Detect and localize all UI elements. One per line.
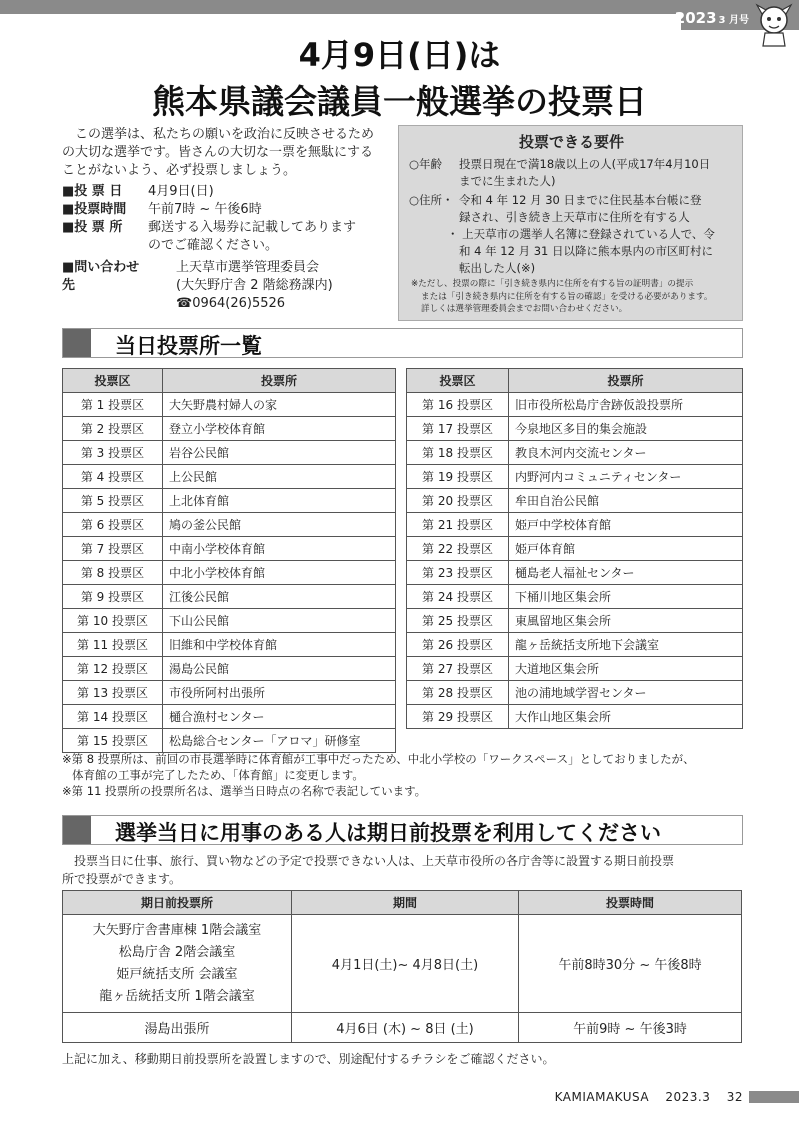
polling-district: 第 15 投票区	[63, 729, 163, 753]
polling-note-1: ※第 8 投票所は、前回の市長選挙時に体育館が工事中だったため、中北小学校の「ワークスペース」としておりましたが、	[62, 752, 695, 766]
req-addr-text-4: 和 4 年 12 月 31 日以降に熊本県内の市区町村に	[459, 244, 714, 258]
page-title-line2: 熊本県議会議員一般選挙の投票日	[152, 82, 647, 121]
polling-place: 登立小学校体育館	[163, 417, 396, 441]
table-row	[407, 585, 743, 609]
polling-place: 姫戸体育館	[509, 537, 743, 561]
early-row-2	[63, 1013, 742, 1043]
intro-text: この選挙は、私たちの願いを政治に反映させるための大切な選挙です。皆さんの大切な一票を無駄にすることがないよう、必ず投票しましょう。	[62, 127, 375, 178]
early-row-2-hours: 午前9時 ~ 午後3時	[519, 1013, 742, 1043]
polling-district: 第 16 投票区	[407, 393, 509, 417]
polling-place: 鳩の釜公民館	[163, 513, 396, 537]
table-row	[407, 633, 743, 657]
polling-district: 第 29 投票区	[407, 705, 509, 729]
polling-district: 第 9 投票区	[63, 585, 163, 609]
info-date-value: 4月9日(日)	[148, 184, 214, 199]
table-row	[63, 681, 396, 705]
table-row	[407, 441, 743, 465]
polling-district: 第 19 投票区	[407, 465, 509, 489]
polling-place: 中北小学校体育館	[163, 561, 396, 585]
early-row-1-hours: 午前8時30分 ~ 午後8時	[519, 915, 742, 1013]
table-row	[407, 561, 743, 585]
polling-district: 第 20 投票区	[407, 489, 509, 513]
polling-place: 下桶川地区集会所	[509, 585, 743, 609]
early-row-1	[63, 915, 742, 1013]
footer-magazine: KAMIAMAKUSA	[554, 1090, 650, 1104]
polling-place: 大矢野農村婦人の家	[163, 393, 396, 417]
info-time-value: 午前7時 ~ 午後6時	[148, 202, 262, 217]
req-age-text-2: までに生まれた人)	[459, 174, 556, 188]
table-row	[63, 489, 396, 513]
polling-place: 旧市役所松島庁舎跡仮設投票所	[509, 393, 743, 417]
footer-issue: 2023.3	[665, 1090, 711, 1104]
info-contact-value-2: (大矢野庁舎 2 階総務課内)	[176, 278, 333, 293]
polling-place: 中南小学校体育館	[163, 537, 396, 561]
polling-place: 大道地区集会所	[509, 657, 743, 681]
req-note-2: または「引き続き県内に住所を有する旨の確認」を受ける必要があります。	[421, 291, 713, 302]
polling-district: 第 2 投票区	[63, 417, 163, 441]
early-desc-2: 所で投票ができます。	[62, 872, 182, 886]
polling-district: 第 7 投票区	[63, 537, 163, 561]
table-row	[407, 681, 743, 705]
req-age-text-1: 投票日現在で満18歳以上の人(平成17年4月10日	[459, 157, 711, 171]
table-row	[407, 537, 743, 561]
table-row	[63, 465, 396, 489]
polling-place: 上北体育館	[163, 489, 396, 513]
early-header-place: 期日前投票所	[63, 891, 292, 915]
table-row	[63, 393, 396, 417]
page-title-line1: 4月9日(日)は	[298, 36, 501, 74]
info-time-label: ■投票時間	[62, 202, 127, 217]
polling-place: 岩谷公民館	[163, 441, 396, 465]
req-age-label: ○年齢	[409, 157, 443, 171]
polling-note-3: ※第 11 投票所の投票所名は、選挙当日時点の名称で表記しています。	[62, 784, 427, 798]
early-place-4: 龍ヶ岳統括支所 1階会議室	[99, 988, 255, 1004]
section-header-polling	[62, 328, 743, 358]
table-row	[407, 417, 743, 441]
table-row	[407, 489, 743, 513]
early-row-2-place: 湯島出張所	[63, 1013, 292, 1043]
polling-place: 東風留地区集会所	[509, 609, 743, 633]
polling-district: 第 5 投票区	[63, 489, 163, 513]
table-row	[407, 513, 743, 537]
polling-place: 今泉地区多目的集会施設	[509, 417, 743, 441]
polling-place: 松島総合センター「アロマ」研修室	[163, 729, 396, 753]
polling-place: 江後公民館	[163, 585, 396, 609]
polling-district: 第 13 投票区	[63, 681, 163, 705]
polling-table-left-body	[63, 393, 396, 753]
table-row	[407, 657, 743, 681]
info-place-value-1: 郵送する入場券に記載してあります	[148, 220, 357, 235]
requirements-note	[411, 278, 739, 316]
polling-place: 大作山地区集会所	[509, 705, 743, 729]
table-row	[63, 609, 396, 633]
info-contact-value-3: ☎0964(26)5526	[176, 296, 286, 311]
polling-district: 第 25 投票区	[407, 609, 509, 633]
req-addr-text-2: 録され、引き続き上天草市に住所を有する人	[459, 210, 690, 224]
table-row	[63, 513, 396, 537]
table-row	[63, 585, 396, 609]
footer-bar	[749, 1091, 799, 1103]
section-title-early: 選挙当日に用事のある人は期日前投票を利用してください	[115, 821, 661, 845]
polling-district: 第 1 投票区	[63, 393, 163, 417]
early-place-2: 松島庁舎 2階会議室	[118, 944, 236, 960]
table-row	[63, 729, 396, 753]
polling-district: 第 17 投票区	[407, 417, 509, 441]
early-footnote: 上記に加え、移動期日前投票所を設置しますので、別途配付するチラシをご確認ください。	[62, 1052, 555, 1066]
early-desc-1: 投票当日に仕事、旅行、買い物などの予定で投票できない人は、上天草市役所の各庁舎等に設置する期日前投票	[74, 854, 675, 868]
polling-place: 旧維和中学校体育館	[163, 633, 396, 657]
req-addr-text-1: 令和 4 年 12 月 30 日までに住民基本台帳に登	[459, 193, 702, 207]
table-row	[63, 657, 396, 681]
polling-place: 牟田自治公民館	[509, 489, 743, 513]
table-row	[407, 465, 743, 489]
polling-table-right	[406, 368, 743, 729]
polling-place: 上公民館	[163, 465, 396, 489]
early-row-1-period: 4月1日(土)~ 4月8日(土)	[292, 915, 519, 1013]
polling-table-right-body	[407, 393, 743, 729]
polling-header-place: 投票所	[163, 369, 396, 393]
early-place-1: 大矢野庁舎書庫棟 1階会議室	[92, 922, 262, 938]
req-addr-label: ○住所・	[409, 193, 454, 207]
table-row	[63, 537, 396, 561]
section-marker-square	[63, 816, 91, 844]
early-header-hours: 投票時間	[519, 891, 742, 915]
footer-page-number: 32	[726, 1090, 743, 1104]
polling-table-left	[62, 368, 396, 753]
polling-header-place: 投票所	[509, 369, 743, 393]
table-row	[63, 633, 396, 657]
requirements-box	[398, 125, 743, 321]
polling-place: 池の浦地域学習センター	[509, 681, 743, 705]
issue-month: 3 月号	[718, 15, 749, 26]
polling-place: 湯島公民館	[163, 657, 396, 681]
polling-place: 内野河内コミュニティセンター	[509, 465, 743, 489]
polling-district: 第 6 投票区	[63, 513, 163, 537]
polling-header-district: 投票区	[407, 369, 509, 393]
polling-district: 第 10 投票区	[63, 609, 163, 633]
polling-district: 第 21 投票区	[407, 513, 509, 537]
polling-district: 第 22 投票区	[407, 537, 509, 561]
table-row	[407, 609, 743, 633]
early-description	[62, 852, 742, 888]
table-row	[407, 705, 743, 729]
intro-text-block	[62, 126, 384, 180]
polling-place: 龍ヶ岳統括支所地下会議室	[509, 633, 743, 657]
early-row-1-places	[63, 915, 292, 1013]
issue-label	[675, 9, 749, 27]
polling-place: 姫戸中学校体育館	[509, 513, 743, 537]
info-contact-label: ■問い合わせ先	[62, 260, 140, 293]
polling-district: 第 28 投票区	[407, 681, 509, 705]
page-footer	[555, 1090, 743, 1104]
section-header-early	[62, 815, 743, 845]
polling-district: 第 23 投票区	[407, 561, 509, 585]
polling-place: 樋合漁村センター	[163, 705, 396, 729]
polling-district: 第 26 投票区	[407, 633, 509, 657]
polling-district: 第 24 投票区	[407, 585, 509, 609]
req-addr-text-3: ・ 上天草市の選挙人名簿に登録されている人で、令	[447, 227, 715, 241]
early-voting-table	[62, 890, 742, 1043]
polling-district: 第 14 投票区	[63, 705, 163, 729]
polling-district: 第 11 投票区	[63, 633, 163, 657]
table-row	[63, 561, 396, 585]
polling-district: 第 27 投票区	[407, 657, 509, 681]
table-row	[63, 441, 396, 465]
requirements-title: 投票できる要件	[518, 133, 624, 151]
polling-district: 第 4 投票区	[63, 465, 163, 489]
table-row	[407, 393, 743, 417]
polling-header-district: 投票区	[63, 369, 163, 393]
issue-year: 2023	[674, 9, 717, 27]
polling-note-2: 体育館の工事が完了したため、「体育館」に変更します。	[72, 768, 364, 782]
info-place-value-2: のでご確認ください。	[148, 238, 279, 253]
req-note-1: ※ただし、投票の際に「引き続き県内に住所を有する旨の証明書」の提示	[411, 279, 694, 289]
early-place-3: 姫戸統括支所 会議室	[116, 966, 238, 982]
info-contact-value-1: 上天草市選挙管理委員会	[176, 260, 320, 275]
polling-district: 第 12 投票区	[63, 657, 163, 681]
polling-district: 第 18 投票区	[407, 441, 509, 465]
early-header-period: 期間	[292, 891, 519, 915]
section-marker-square	[63, 329, 91, 357]
polling-district: 第 3 投票区	[63, 441, 163, 465]
section-title-polling: 当日投票所一覧	[115, 334, 262, 358]
polling-place: 教良木河内交流センター	[509, 441, 743, 465]
info-date-label: ■投 票 日	[62, 184, 123, 199]
polling-district: 第 8 投票区	[63, 561, 163, 585]
polling-place: 市役所阿村出張所	[163, 681, 396, 705]
polling-place: 樋島老人福祉センター	[509, 561, 743, 585]
req-addr-text-5: 転出した人(※)	[459, 261, 536, 275]
info-place-label: ■投 票 所	[62, 220, 123, 235]
early-row-2-period: 4月6日 (木) ~ 8日 (土)	[292, 1013, 519, 1043]
table-row	[63, 417, 396, 441]
table-row	[63, 705, 396, 729]
req-note-3: 詳しくは選挙管理委員会までお問い合わせください。	[421, 304, 628, 314]
polling-place: 下山公民館	[163, 609, 396, 633]
